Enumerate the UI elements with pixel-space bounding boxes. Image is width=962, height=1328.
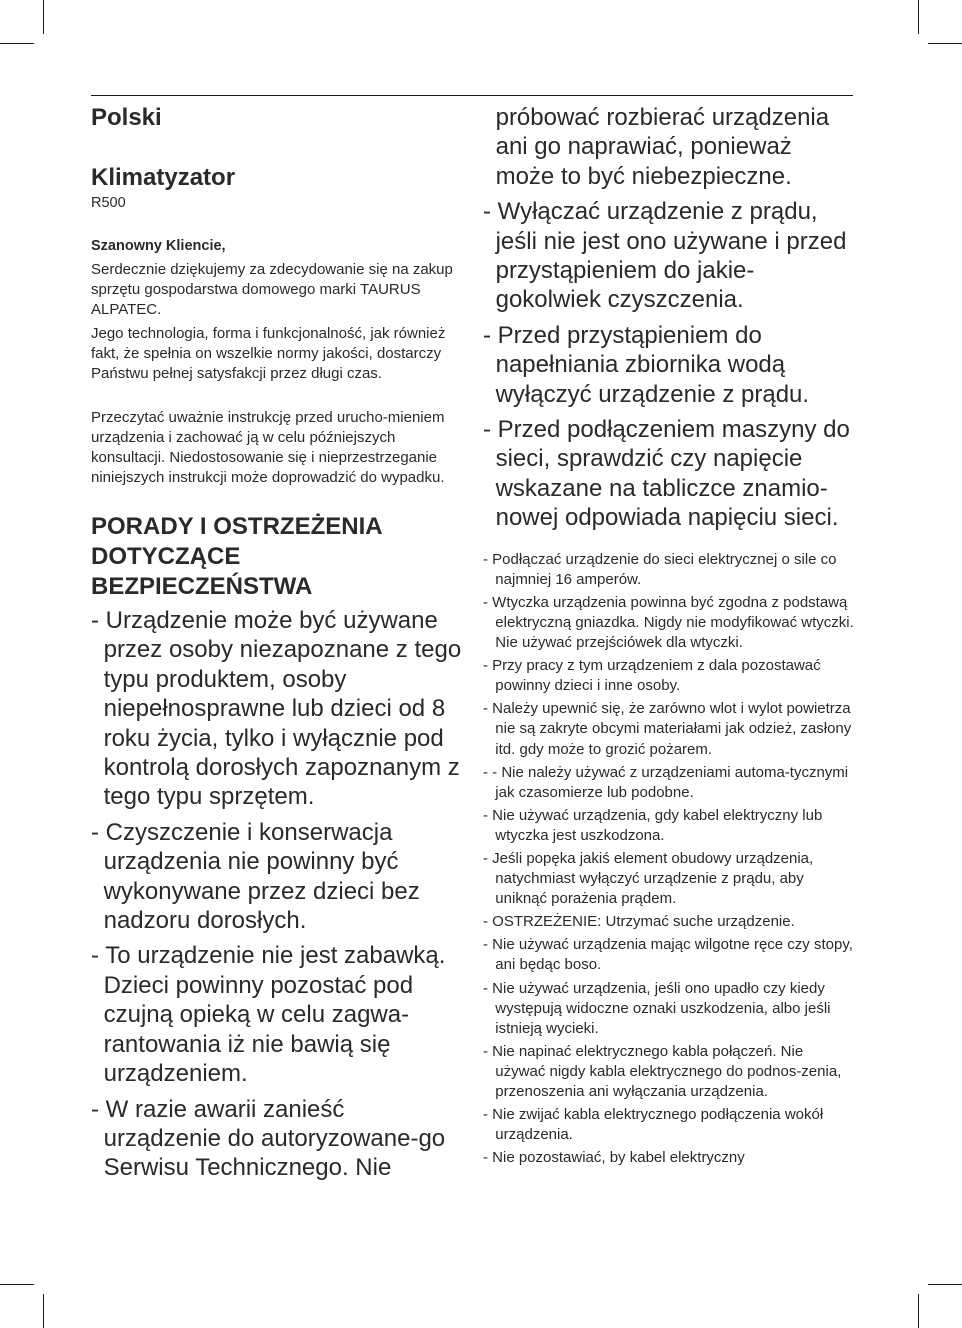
intro-paragraph: Jego technologia, forma i funkcjonalność, jak również fakt, że spełnia on wszelkie normy jakości, dostarczy Państwu pełnej satysfakcji przez długi czas.: [91, 325, 446, 382]
intro-paragraph: Serdecznie dziękujemy za zdecydowanie się na zakup sprzętu gospodarstwa domowego marki TAURUS ALPATEC.: [91, 261, 453, 318]
crop-mark: [43, 1294, 44, 1328]
crop-mark: [0, 43, 34, 44]
list-item: - Przed przystąpieniem do napełniania zbiornika wodą wyłączyć urządzenie z prądu.: [483, 321, 810, 408]
crop-mark: [43, 0, 44, 34]
list-item: - - Nie należy używać z urządzeniami automa-tycznymi jak czasomierze lub podobne.: [483, 763, 849, 801]
list-item: - Przy pracy z tym urządzeniem z dala pozostawać powinny dzieci i inne osoby.: [483, 657, 821, 695]
crop-mark: [928, 43, 962, 44]
left-column: [91, 96, 463, 1189]
list-item: - Urządzenie może być używane przez osoby niezapoznane z tego typu produktem, osoby niepełnosprawne lub dzieci od 8 roku życia, tylko i wyłącznie pod kontrolą dorosłych zapoznanym z tego typu sprzętem.: [91, 607, 462, 811]
safety-list-large-left: [91, 606, 463, 1183]
list-item: - Podłączać urządzenie do sieci elektrycznej o sile co najmniej 16 amperów.: [483, 550, 837, 588]
language-label: Polski: [91, 104, 162, 131]
list-item: - Nie używać urządzenia, gdy kabel elektryczny lub wtyczka jest uszkodzona.: [483, 806, 823, 844]
list-item: - Nie pozostawiać, by kabel elektryczny: [483, 1149, 745, 1167]
safety-list-small: [483, 550, 855, 1169]
list-item: - Jeśli popęka jakiś element obudowy urządzenia, natychmiast wyłączyć urządzenie z prądu, aby uniknąć porażenia prądem.: [483, 850, 814, 908]
intro-paragraph: Przeczytać uważnie instrukcję przed urucho-mieniem urządzenia i zachować ją w celu późniejszych konsultacji. Niedostosowanie się i nieprzestrzeganie niniejszych instrukcji może doprowadzić do wypadku.: [91, 409, 445, 486]
list-item: - Należy upewnić się, że zarówno wlot i wylot powietrza nie są zakryte obcymi materiałami jak odzież, zasłony itd. gdy może to grozić pożarem.: [483, 700, 852, 758]
greeting: Szanowny Kliencie,: [91, 238, 226, 254]
product-title: Klimatyzator: [91, 164, 236, 191]
crop-mark: [918, 1294, 919, 1328]
list-item: - Nie używać urządzenia, jeśli ono upadło czy kiedy występują widoczne oznaki uszkodzenia, albo jeśli istnieją wycieki.: [483, 979, 831, 1037]
right-column: [483, 96, 855, 1171]
list-item: - Czyszczenie i konserwacja urządzenia nie powinny być wykonywane przez dzieci bez nadzoru dorosłych.: [91, 818, 420, 935]
list-item: - Przed podłączeniem maszyny do sieci, sprawdzić czy napięcie wskazane na tabliczce znamio-nowej odpowiada napięciu sieci.: [483, 416, 850, 532]
list-item-continuation: próbować rozbierać urządzenia ani go naprawiać, ponieważ może to być niebezpieczne.: [495, 104, 830, 190]
model-number: R500: [91, 195, 126, 211]
crop-mark: [918, 0, 919, 34]
list-item: - Wtyczka urządzenia powinna być zgodna z podstawą elektryczną gniazdka. Nigdy nie modyfikować wtyczki. Nie używać przejściówek dla wtyczki.: [483, 593, 854, 652]
list-item: - Nie zwijać kabla elektrycznego podłączenia wokół urządzenia.: [483, 1106, 824, 1144]
list-item: - W razie awarii zanieść urządzenie do autoryzowane-go Serwisu Technicznego. Nie: [91, 1095, 446, 1182]
list-item: - OSTRZEŻENIE: Utrzymać suche urządzenie.: [483, 913, 795, 931]
safety-list-large-right: [483, 103, 855, 533]
list-item: - Nie używać urządzenia mając wilgotne ręce czy stopy, ani będąc boso.: [483, 936, 853, 974]
crop-mark: [928, 1284, 962, 1285]
crop-mark: [0, 1284, 34, 1285]
list-item: - To urządzenie nie jest zabawką. Dzieci powinny pozostać pod czujną opieką w celu zagwa-rantowania iż nie bawią się urządzeniem.: [91, 942, 446, 1088]
safety-section-title: PORADY I OSTRZEŻENIA DOTYCZĄCE BEZPIECZEŃSTWA: [91, 513, 382, 600]
list-item: - Wyłączać urządzenie z prądu, jeśli nie jest ono używane i przed przystąpieniem do jakie-gokolwiek czyszczenia.: [483, 198, 847, 314]
list-item: - Nie napinać elektrycznego kabla połączeń. Nie używać nigdy kabla elektrycznego do podnos-zenia, przenoszenia ani wyłączania urządzenia.: [483, 1042, 842, 1101]
